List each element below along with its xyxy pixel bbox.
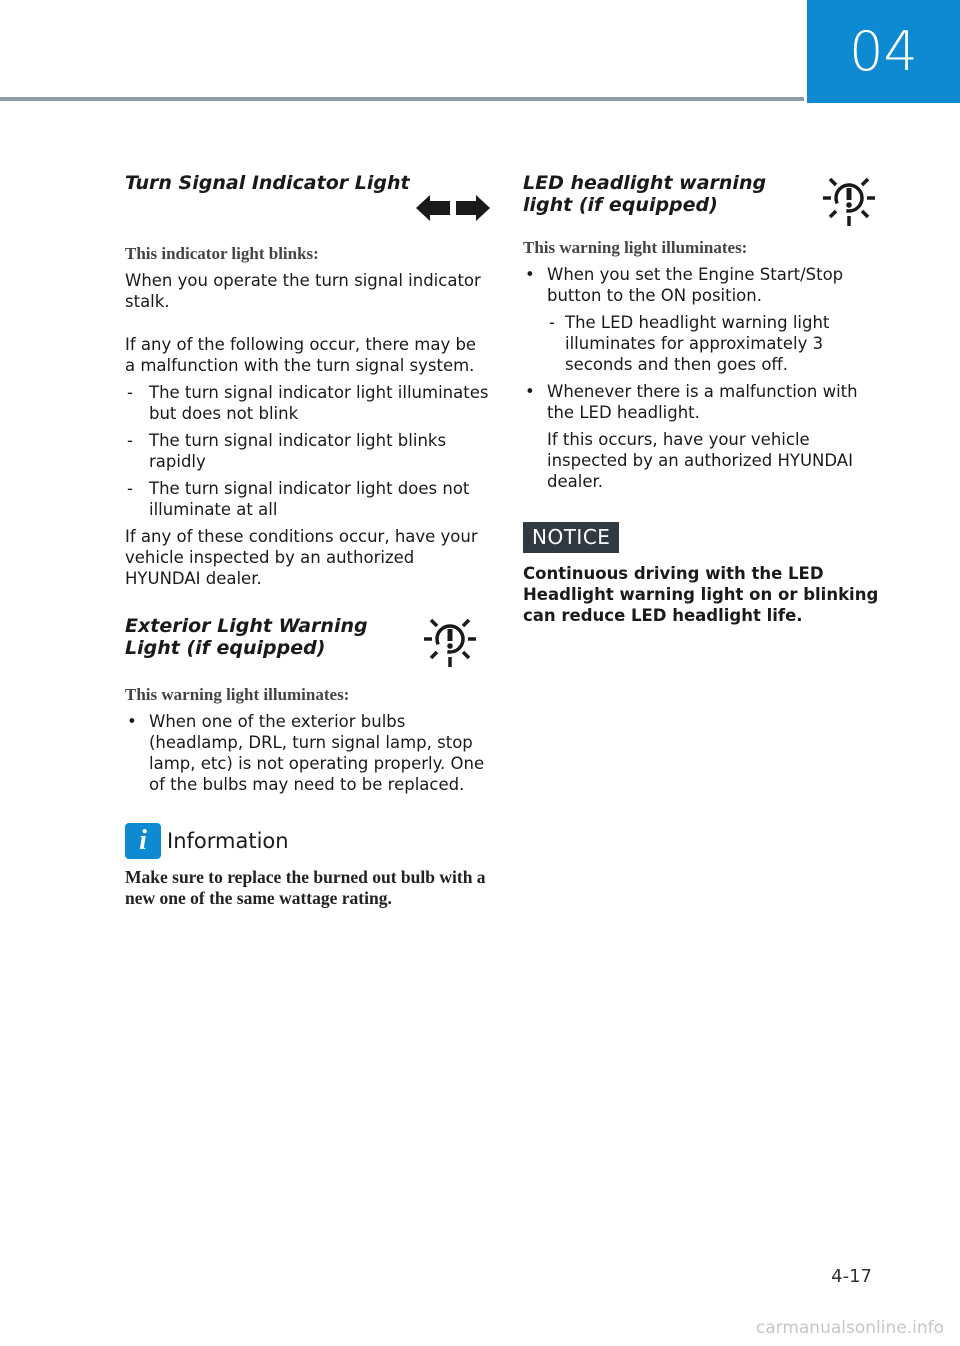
list-item: - The turn signal indicator light blinks rapidly [127,431,447,471]
turn-signal-arrows-icon [416,190,490,226]
watermark: carmanualsonline.info [755,1318,944,1338]
information-text: Make sure to replace the burned out bulb with a new one of the same wattage rating. [125,867,486,908]
header-rule [0,97,804,101]
exterior-light-section [125,603,490,795]
led-headlight-header [523,160,883,216]
exterior-light-lead: This warning light illuminates: [125,685,350,704]
right-column [523,160,883,626]
sub-list-item: - The LED headlight warning light illuminates for approximately 3 seconds and then goes off. [549,313,830,374]
turn-signal-p3: If any of these conditions occur, have your vehicle inspected by an authorized HYUNDAI dealer. [125,527,478,588]
list-item: • When one of the exterior bulbs (headlamp, DRL, turn signal lamp, stop lamp, etc) is not operating properly. One of the bulbs may need to be replaced. [127,712,485,794]
list-item-note: If this occurs, have your vehicle inspected by an authorized HYUNDAI dealer. [547,430,853,491]
led-headlight-warning-icon [819,170,879,232]
exterior-light-warning-icon [420,611,480,673]
turn-signal-title: Turn Signal Indicator Light [125,172,410,194]
led-headlight-lead: This warning light illuminates: [523,238,748,257]
page-number: 4-17 [831,1266,872,1287]
exterior-light-list [125,711,490,795]
notice-badge: NOTICE [523,522,619,553]
turn-signal-list [125,382,490,520]
turn-signal-section [125,160,490,589]
list-item: • Whenever there is a malfunction with the LED headlight. If this occurs, have your vehicle inspected by an authorized HYUNDAI dealer. [523,381,883,492]
turn-signal-p1: When you operate the turn signal indicator stalk. [125,271,481,311]
information-title: Information [167,829,289,853]
turn-signal-p2: If any of the following occur, there may be a malfunction with the turn signal system. [125,335,477,375]
information-header [125,823,490,859]
exterior-light-header [125,603,490,659]
list-item: • When you set the Engine Start/Stop button to the ON position. - The LED headlight warning light illuminates for approximately 3 seconds and then goes off. [523,264,883,375]
led-headlight-list [523,264,883,492]
left-column [125,160,490,909]
info-icon: i [125,823,161,859]
turn-signal-header [125,160,490,210]
list-item: - The turn signal indicator light does not illuminate at all [127,479,470,519]
turn-signal-lead: This indicator light blinks: [125,244,319,263]
led-headlight-section [523,160,883,492]
exterior-light-title: Exterior Light Warning Light (if equipped) [125,615,368,659]
led-headlight-title: LED headlight warning light (if equipped) [523,172,767,216]
list-item: - The turn signal indicator light illuminates but does not blink [127,383,489,423]
notice-text: Continuous driving with the LED Headlight warning light on or blinking can reduce LED headlight life. [523,564,879,625]
chapter-tab: 04 [807,0,960,103]
